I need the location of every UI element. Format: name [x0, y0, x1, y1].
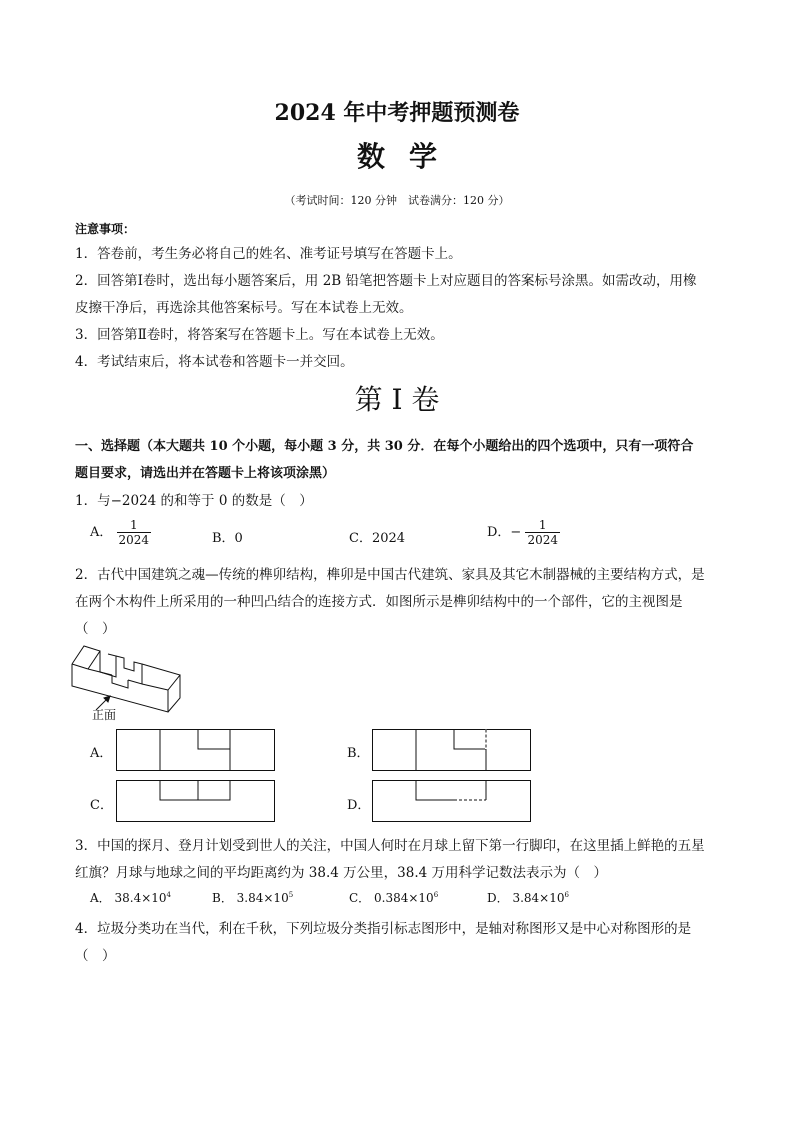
q1-option-c: C．2024 — [349, 531, 406, 546]
option-value: 0.384×10 — [374, 891, 434, 905]
exam-title: 2024 年中考押题预测卷 — [274, 100, 520, 126]
exponent: 6 — [564, 891, 569, 899]
front-view-label: 正面 — [92, 708, 117, 722]
option-value: 38.4×10 — [114, 891, 167, 905]
section-title: 第 I 卷 — [354, 383, 440, 416]
subject-title: 数学 — [356, 140, 461, 173]
exponent: 4 — [166, 891, 172, 899]
q2-option-b-figure — [372, 729, 534, 773]
q2-option-d-figure — [372, 780, 534, 824]
q2-option-c-label: C． — [90, 798, 113, 813]
numerator: 1 — [129, 518, 138, 532]
q2-option-c-figure — [116, 780, 278, 824]
option-label: C． — [349, 891, 371, 905]
q2-option-a-figure — [116, 729, 278, 773]
q3-option-d — [487, 889, 569, 906]
note-item: 3．回答第Ⅱ卷时，将答案写在答题卡上。写在本试卷上无效。 — [75, 327, 444, 343]
option-value: 3.84×10 — [512, 891, 565, 905]
option-label: A． — [90, 891, 111, 905]
mortise-tenon-figure — [68, 642, 188, 722]
q2-option-d-label: D． — [347, 798, 371, 813]
q1-option-b: B．0 — [212, 531, 243, 546]
denominator: 2024 — [527, 533, 559, 547]
q1-option-d — [487, 518, 560, 547]
q3-option-c — [349, 889, 438, 906]
denominator: 2024 — [118, 533, 150, 547]
note-item: 1．答卷前，考生务必将自己的姓名、准考证号填写在答题卡上。 — [75, 246, 462, 262]
q2-option-a-label: A． — [90, 746, 113, 761]
q3-option-b — [212, 889, 293, 906]
question-3-line: 3．中国的探月、登月计划受到世人的关注，中国人何时在月球上留下第一行脚印，在这里插上鲜艳的五星 — [75, 838, 705, 854]
exponent: 5 — [288, 891, 294, 899]
question-1-stem: 1．与−2024 的和等于 0 的数是（ ） — [75, 493, 313, 509]
notes-heading: 注意事项： — [75, 222, 136, 236]
section-intro: 题目要求，请选出并在答题卡上将该项涂黑） — [75, 466, 336, 481]
option-label: D．− — [487, 525, 522, 540]
question-2-line: 2．古代中国建筑之魂—传统的榫卯结构，榫卯是中国古代建筑、家具及其它木制器械的主要结构方式，是 — [75, 567, 705, 583]
option-value: 3.84×10 — [236, 891, 289, 905]
question-2-line: 在两个木构件上所采用的一种凹凸结合的连接方式．如图所示是榫卯结构中的一个部件，它的主视图是 — [75, 594, 683, 610]
question-4-line: 4．垃圾分类功在当代，利在千秋，下列垃圾分类指引标志图形中，是轴对称图形又是中心对称图形的是 — [75, 921, 692, 937]
question-3-line: 红旗？月球与地球之间的平均距离约为 38.4 万公里，38.4 万用科学记数法表示为（ ） — [75, 865, 607, 881]
q2-option-b-label: B． — [347, 746, 370, 761]
option-label: B． — [212, 891, 233, 905]
section-intro: 一、选择题（本大题共 10 个小题，每小题 3 分，共 30 分．在每个小题给出的四个选项中，只有一项符合 — [75, 439, 694, 454]
note-item: 2．回答第Ⅰ卷时，选出每小题答案后，用 2B 铅笔把答题卡上对应题目的答案标号涂黑。如需改动，用橡 — [75, 273, 697, 289]
numerator: 1 — [538, 518, 547, 532]
question-2-line: （ ） — [75, 621, 116, 637]
time-info: （考试时间：120 分钟 试卷满分：120 分） — [284, 194, 510, 207]
q3-option-a — [90, 889, 171, 906]
fraction — [117, 518, 152, 547]
option-label: A． — [90, 525, 113, 540]
question-4-line: （ ） — [75, 948, 116, 964]
option-label: D． — [487, 891, 509, 905]
note-item: 皮擦干净后，再选涂其他答案标号。写在本试卷上无效。 — [75, 300, 413, 316]
q1-option-a — [90, 518, 151, 547]
exponent: 6 — [433, 891, 439, 899]
note-item: 4．考试结束后，将本试卷和答题卡一并交回。 — [75, 354, 354, 370]
fraction — [525, 518, 560, 547]
